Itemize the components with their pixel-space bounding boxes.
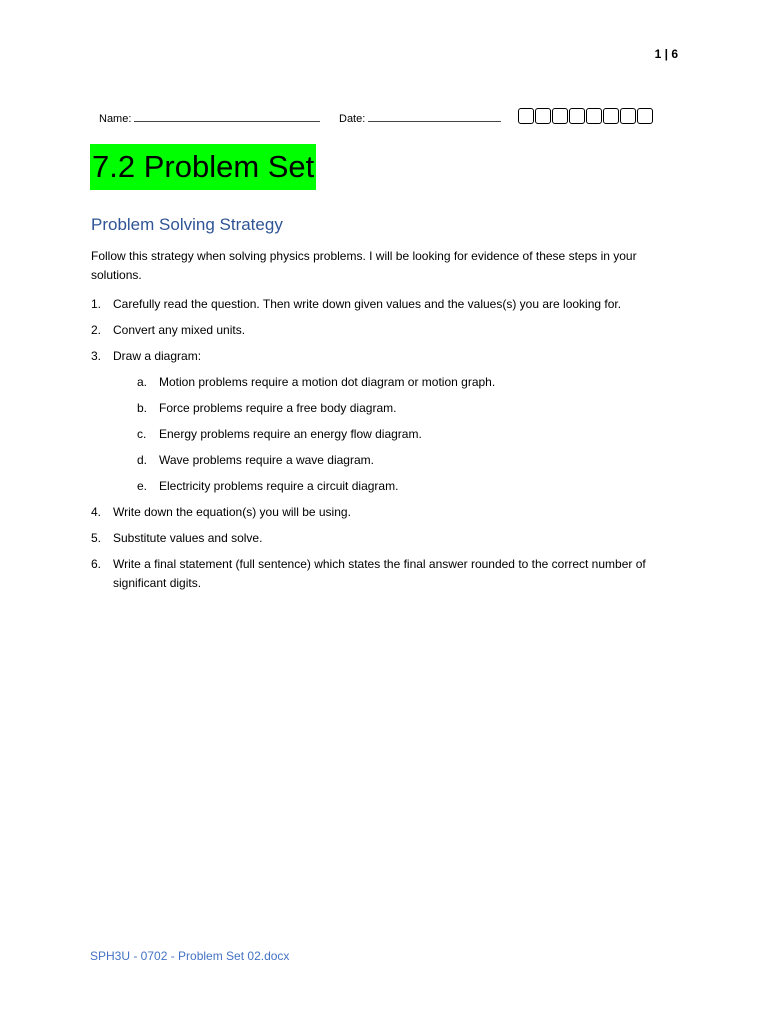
step-6: [91, 555, 681, 593]
substep-letter: b.: [137, 401, 148, 415]
diagram-substeps: [91, 373, 681, 496]
name-label: Name:: [99, 113, 132, 125]
date-label: Date:: [339, 113, 366, 125]
step-text: Write down the equation(s) you will be using.: [113, 505, 351, 519]
step-3: [91, 347, 681, 366]
step-number: 2.: [91, 323, 102, 337]
answer-box[interactable]: [552, 108, 568, 124]
answer-boxes: [518, 108, 654, 124]
answer-box[interactable]: [535, 108, 551, 124]
step-number: 4.: [91, 505, 102, 519]
answer-box[interactable]: [603, 108, 619, 124]
step-number: 1.: [91, 297, 102, 311]
answer-box[interactable]: [586, 108, 602, 124]
page-title: 7.2 Problem Set: [90, 144, 316, 190]
answer-box[interactable]: [637, 108, 653, 124]
page-number: 1 | 6: [654, 47, 678, 61]
step-4: [91, 503, 681, 522]
step-1: [91, 295, 681, 314]
step-number: 5.: [91, 531, 102, 545]
answer-box[interactable]: [569, 108, 585, 124]
answer-box[interactable]: [518, 108, 534, 124]
substep-a: [91, 373, 681, 392]
step-2: [91, 321, 681, 340]
name-field[interactable]: [99, 110, 320, 125]
date-field[interactable]: [339, 110, 501, 125]
substep-letter: c.: [137, 427, 147, 441]
footer-filename: SPH3U - 0702 - Problem Set 02.docx: [90, 949, 290, 963]
step-number: 6.: [91, 557, 102, 571]
answer-box[interactable]: [620, 108, 636, 124]
step-text: Substitute values and solve.: [113, 531, 263, 545]
substep-b: [91, 399, 681, 418]
substep-text: Energy problems require an energy flow diagram.: [159, 427, 422, 441]
intro-paragraph: Follow this strategy when solving physics problems. I will be looking for evidence of these steps in your solutions.: [91, 249, 637, 282]
step-text: Write a final statement (full sentence) which states the final answer rounded to the correct number of significant digits.: [113, 557, 646, 590]
name-blank-line: [134, 110, 320, 122]
substep-text: Wave problems require a wave diagram.: [159, 453, 374, 467]
step-number: 3.: [91, 349, 102, 363]
substep-text: Electricity problems require a circuit diagram.: [159, 479, 399, 493]
substep-e: [91, 477, 681, 496]
substep-text: Motion problems require a motion dot diagram or motion graph.: [159, 375, 496, 389]
step-text: Carefully read the question. Then write down given values and the values(s) you are looking for.: [113, 297, 622, 311]
step-text: Draw a diagram:: [113, 349, 202, 363]
date-blank-line: [368, 110, 501, 122]
substep-text: Force problems require a free body diagram.: [159, 401, 397, 415]
substep-c: [91, 425, 681, 444]
substep-letter: d.: [137, 453, 148, 467]
step-5: [91, 529, 681, 548]
strategy-steps: [91, 295, 681, 600]
section-heading: Problem Solving Strategy: [91, 215, 283, 234]
header-row: [99, 108, 667, 130]
substep-letter: a.: [137, 375, 148, 389]
step-text: Convert any mixed units.: [113, 323, 246, 337]
substep-d: [91, 451, 681, 470]
substep-letter: e.: [137, 479, 148, 493]
